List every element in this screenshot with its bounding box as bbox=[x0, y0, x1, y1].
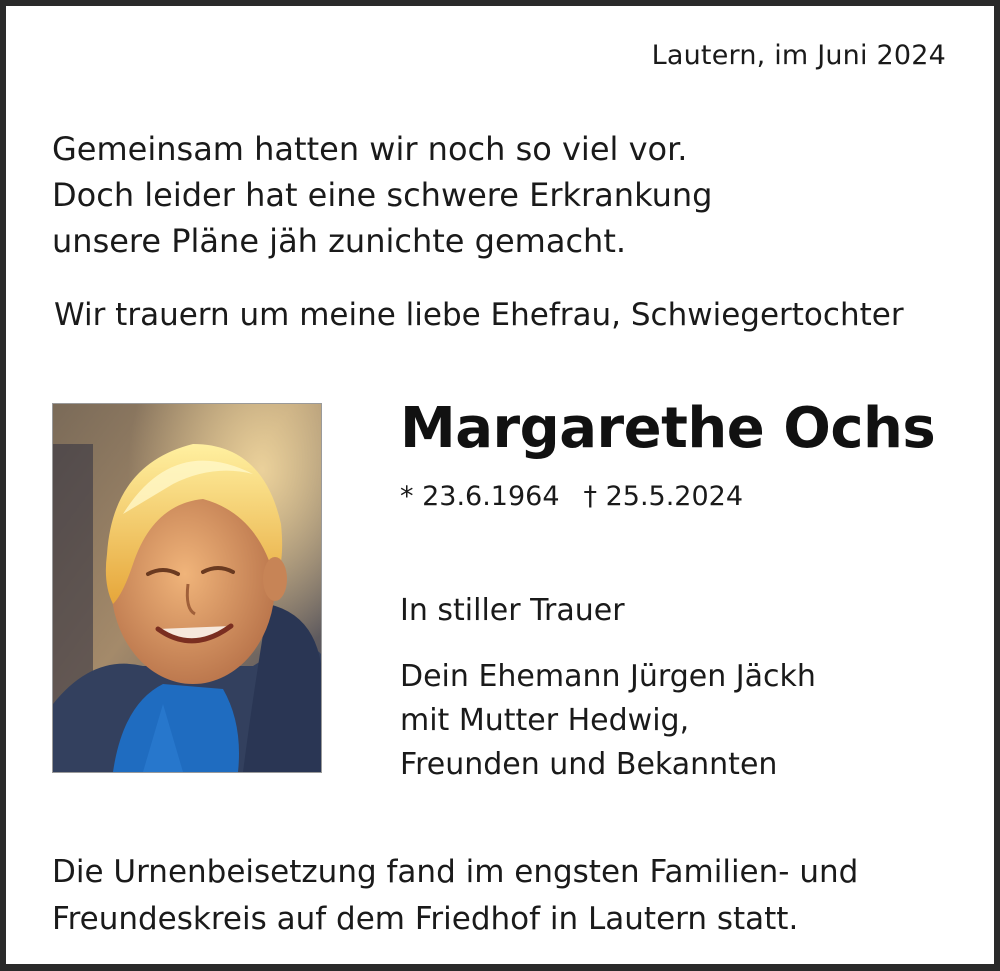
death-date: † 25.5.2024 bbox=[583, 481, 743, 512]
location-date: Lautern, im Juni 2024 bbox=[651, 40, 946, 71]
mourners-list bbox=[400, 655, 816, 787]
intro-line: Doch leider hat eine schwere Erkrankung bbox=[52, 176, 713, 214]
portrait-photo bbox=[52, 403, 322, 773]
mourner-line: Freunden und Bekannten bbox=[400, 747, 778, 782]
intro-line: unsere Pläne jäh zunichte gemacht. bbox=[52, 222, 627, 260]
deceased-name: Margarethe Ochs bbox=[400, 396, 936, 461]
mourner-line: mit Mutter Hedwig, bbox=[400, 703, 690, 738]
intro-line: Gemeinsam hatten wir noch so viel vor. bbox=[52, 130, 688, 168]
life-dates bbox=[400, 481, 743, 512]
burial-line: Die Urnenbeisetzung fand im engsten Familien- und bbox=[52, 854, 859, 890]
intro-text bbox=[52, 126, 712, 264]
birth-date: * 23.6.1964 bbox=[400, 481, 560, 512]
burial-line: Freundeskreis auf dem Friedhof in Lautern statt. bbox=[52, 901, 799, 937]
mourning-line: Wir trauern um meine liebe Ehefrau, Schwiegertochter bbox=[54, 297, 904, 333]
mourner-line: Dein Ehemann Jürgen Jäckh bbox=[400, 659, 816, 694]
burial-note bbox=[52, 849, 858, 943]
mourners-heading: In stiller Trauer bbox=[400, 593, 625, 628]
